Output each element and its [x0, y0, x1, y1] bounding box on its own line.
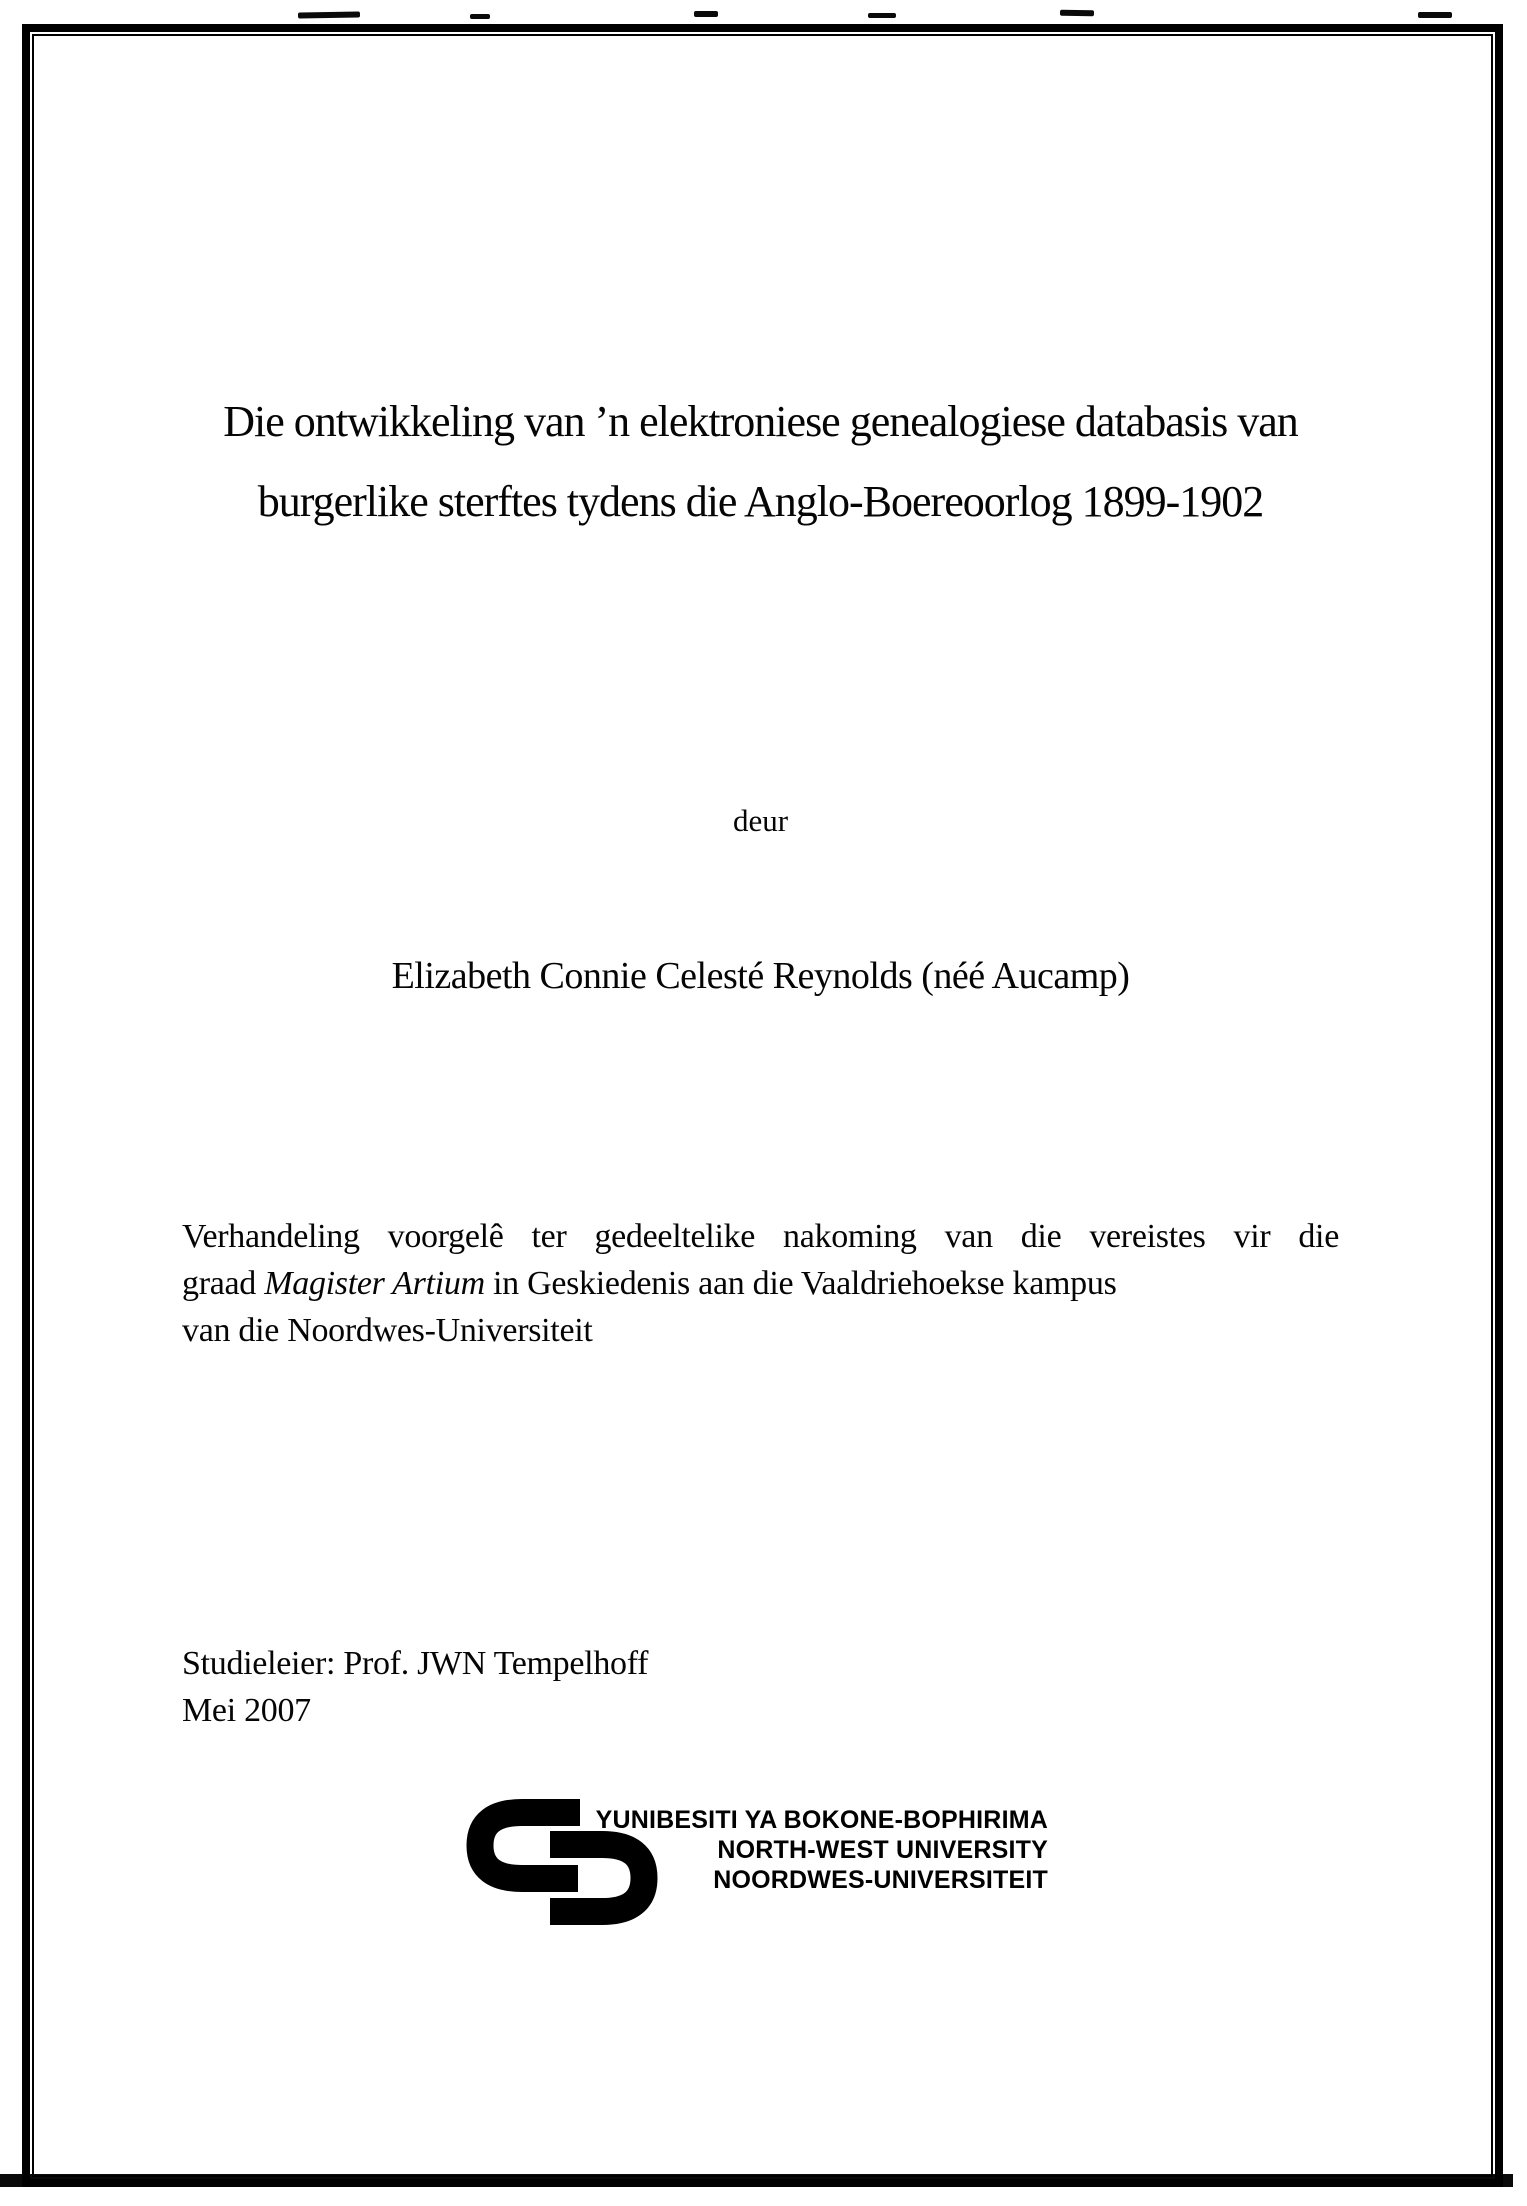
scan-artifact	[298, 11, 360, 18]
university-logo-text	[596, 1805, 1048, 1895]
degree-name: Magister Artium	[264, 1265, 485, 1302]
author-name: Elizabeth Connie Celesté Reynolds (néé Aucamp)	[391, 955, 1130, 997]
scan-artifact	[694, 11, 718, 17]
thesis-title-line1: Die ontwikkeling van ’n elektroniese genealogiese databasis van	[223, 397, 1298, 446]
credits-block	[182, 1640, 648, 1734]
logo-text-line3: NOORDWES-UNIVERSITEIT	[713, 1866, 1048, 1894]
description-line2-suffix: in Geskiedenis aan die Vaaldriehoekse kampus	[484, 1265, 1117, 1302]
scan-artifact	[470, 14, 490, 19]
logo-text-line2: NORTH-WEST UNIVERSITY	[717, 1836, 1048, 1864]
description-line3: van die Noordwes-Universiteit	[182, 1312, 593, 1349]
supervisor-line: Studieleier: Prof. JWN Tempelhoff	[182, 1645, 649, 1682]
thesis-description	[182, 1213, 1339, 1354]
scan-artifact	[1060, 10, 1094, 17]
description-line2-prefix: graad	[182, 1265, 265, 1302]
description-line2	[182, 1260, 1339, 1307]
description-line1: Verhandeling voorgelê ter gedeeltelike nakoming van die vereistes vir die	[182, 1218, 1339, 1255]
scan-artifact	[868, 13, 896, 18]
date-line: Mei 2007	[182, 1692, 311, 1729]
scan-artifact	[1418, 12, 1452, 18]
thesis-title-line2: burgerlike sterftes tydens die Anglo-Boereoorlog 1899-1902	[257, 477, 1264, 526]
logo-text-line1: YUNIBESITI YA BOKONE-BOPHIRIMA	[595, 1806, 1048, 1834]
byline-label: deur	[732, 803, 789, 838]
